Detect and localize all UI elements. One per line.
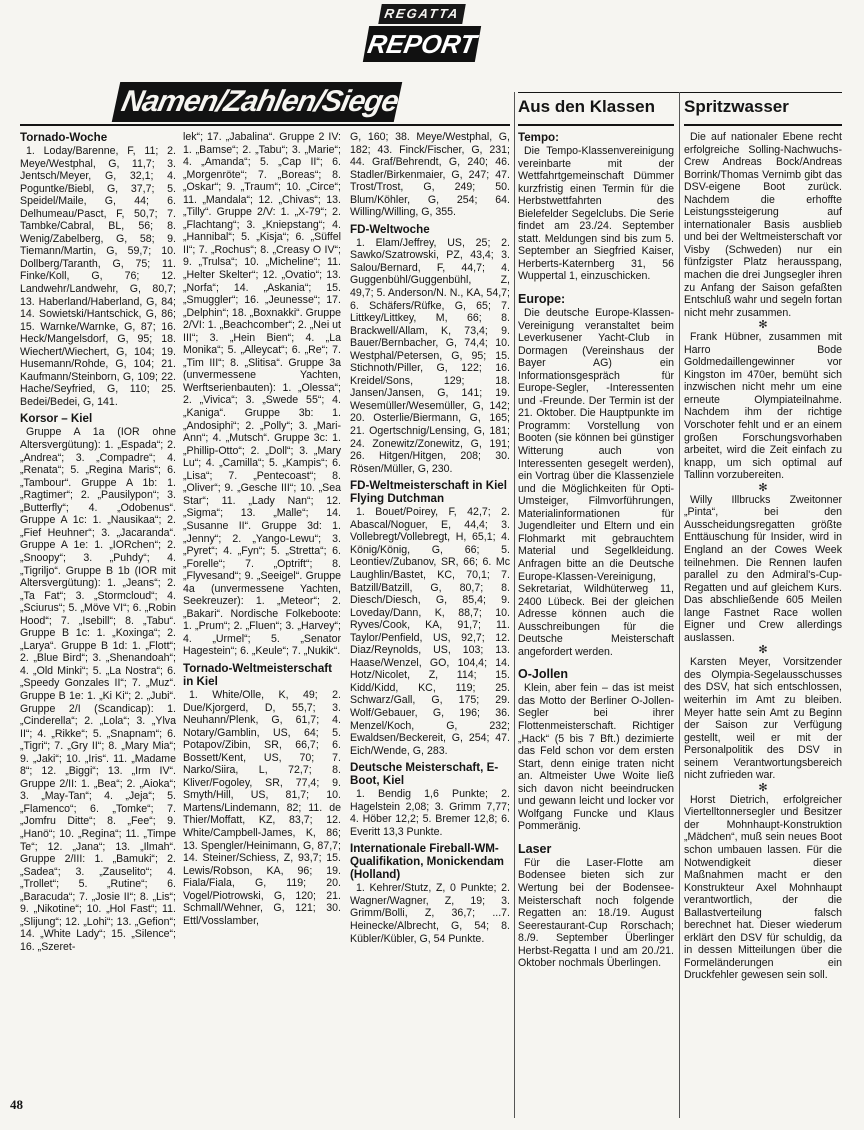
divider-column-3-4	[514, 92, 515, 1118]
heading-dm-eboot: Deutsche Meisterschaft, E-Boot, Kiel	[350, 761, 499, 788]
text-soling-crew: Die auf nationaler Ebene recht erfolgreiche Solling-Nachwuchs-Crew Andreas Bock/Andreas Borrink/Thomas Vernimb gibt das DSV-eigene Boot zurück. Nachdem die erhoffte Leistungssteigerung auf internationaler Basis ausblieb und bei der Weltmeisterschaft vor Visby (Schweden) nur ein fünfzigster Platz herausspang, machen die drei Jungsegler ihren zu Anfang der Saison gefaßten Entschluß wahr und segeln fortan nicht mehr zusammen.	[684, 131, 842, 319]
results-tornado-wm: 1. White/Olle, K, 49; 2. Due/Kjorgerd, D, 55,7; 3. Neuhann/Plenk, G, 61,7; 4. Notary/Gamblin, US, 64; 5. Potapov/Zibin, SR, 66,7; 6. Bossett/Kent, US, 70; 7. Narko/Siira, L, 72,7; 8. Kliver/Fogoley, SR, 77,4; 9. Smyth/Hill, US, 81,7; 10. Martens/Lindemann, 82; 11. de Thier/Moffatt, KZ, 83,7; 12. White/Campbell-James, K, 86; 13. Spengler/Heinimann, G, 87,7; 14. Steiner/Schiess, Z, 93,7; 15. Lewis/Robson, KA, 96; 19. Fiala/Fiala, G, 119; 20. Vogel/Piotrowski, G, 120; 21. Schmall/Wehner, G, 121; 30. Ettl/Vosslamber,	[183, 688, 341, 927]
heading-europe: Europe:	[518, 292, 566, 307]
heading-tempo: Tempo:	[518, 131, 560, 144]
rule-klassen	[518, 124, 674, 126]
text-horst-dietrich: Horst Dietrich, erfolgreicher Viertelltonnersegler und Besitzer der Mohnhaupt-Konstruktion „Mädchen“, muß sein neues Boot schon umbauen lassen. Für die Notwendigkeit dieser Maßnahmen macht er den Konstrukteur Axel Mohnhaupt verantwortlich, der die Ballastverteilung falsch berechnet hat. Dieser wiederum erklärt den DSV für schuldig, da in dessen Mitteilungen über die Formeländerungen ein Druckfehler gewesen sein soll.	[684, 793, 842, 982]
rule-top-right	[518, 92, 842, 93]
results-korsor-kiel: Gruppe A 1a (IOR ohne Altersvergütung): 1. „Espada“; 2. „Andrea“; 3. „Compadre“; 4. „Renata“; 5. „Regina Maris“; 6. „Tambour“. Gruppe A 1b: 1. „Ragtimer“; 2. „Pausilypon“; 3. „Butterfly“; 4. „Odobenus“. Gruppe A 1c: 1. „Nausikaa“; 2. „Fief Heuhner“; 3. „Jacaranda“. Gruppe A 1e: 1. „IORchen“; 2. „Snoopy“; 3. „Puhdy“; 4. „Tigriljo“. Gruppe B 1b (IOR mit Altersvergütung): 1. „Jeans“; 2. „Ta Fat“; 3. „Stormcloud“; 4. „Sciurus“; 5. „Möve VI“; 6. „Robin Hood“; 7. „Isebill“; 8. „Tabu“. Gruppe B 1c: 1. „Koxinga“; 2. „Larya“. Gruppe B 1d: 1. „Flott“; 2. „Blue Bird“; 3. „Shenandoah“; 4. „Old Minki“; 5. „La Nostra“; 6. „Speedy Gonzales II“; 7. „Muz“. Gruppe B 1e: 1. „Ki Ki“; 2. „Jubi“. Gruppe 2/I (Scandicap): 1. „Cinderella“; 2. „Lola“; 3. „Ylva II“; 4. „Rikke“; 5. „Snapnam“; 6. „Tigri“; 7. „Gry II“; 8. „Mary Mia“; 9. „Jaki“; 10. „Iris“. 11. „Madame 8“; 12. „Biggi“; 13. „Irm IV“. Gruppe 2/II: 1. „Bea“; 2. „Aioka“; 3. „May-Tan“; 4. „Jeja“; 5. „Flamenco“; 6. „Tomke“; 7. „Jomfru Ditte“; 8. „Fee“; 9. „Hanö“; 10. „Regina“; 11. „Timpe Te“; 12. „Jana“; 13. „Ilmah“. Gruppe 2/III: 1. „Bamuki“; 2. „Sadea“; 3. „Zauselito“; 4. „Trollet“; 5. „Rutine“; 6. „Baracuda“; 7. „Josie II“; 8. „Lis“; 9. „Nikotine“; 10. „Hol Fast“; 11. „Slijung“; 12. „Lohi“; 13. „Gefion“; 14. „White Lady“; 15. „Silence“; 16. „Szeret-	[20, 426, 176, 953]
separator-star-icon: ✻	[758, 319, 768, 332]
results-korsor-kiel-cont: lek“; 17. „Jabalina“. Gruppe 2 IV: 1. „Bamse“; 2. „Tabu“; 3. „Marie“; 4. „Amanda“; 5. „Cap II“; 6. „Morgenröte“; 7. „Boreas“; 8. „Oskar“; 9. „Traum“; 10. „Circe“; 11. „Mandala“; 12. „Chivas“; 13. „Tilly“. Gruppe 2/V: 1. „X-79“; 2. „Flachtang“; 3. „Kniepstang“; 4. „Hannibal“; 5. „Kisja“; 6. „Süffel II“; 7. „Rochus“; 8. „Creasy O IV“; 9. „Trulsa“; 10. „Micheline“; 11. „Helter Skelter“; 12. „Ovatio“; 13. „Norfa“; 14. „Askania“; 15. „Smuggler“; 16. „Jeunesse“; 17. „Delphin“; 18. „Boxnakki“. Gruppe 2/VI: 1. „Beachcomber“; 2. „Nei ut III“; 3. „Hein Bien“; 4. „La Monika“; 5. „Alleycat“; 6. „Re“; 7. „Tim III“; 8. „Slitisa“. Gruppe 3a (unvermessene Yachten, Werftserienbauten): 1. „Olessa“; 2. „Vivica“; 3. „Swede 55“; 4. „Kaniga“. Gruppe 3b: 1. „Andosiphi“; 2. „Polly“; 3. „Mari-Ann“; 4. „Mutsch“. Gruppe 3c: 1. „Phillip-Otto“; 2. „Doll“; 3. „Mary Lu“; 4. „Camilla“; 5. „Kampis“; 6. „Lisa“; 7. „Pentecoast“; 8. „Oliver“; 9. „Gesche III“; 10. „Sea Star“; 11. „Lady Nan“; 12. „Sigma“; 13. „Malle“; 14. „Susanne II“. Gruppe 3d: 1. „Jenny“; 2. „Yango-Lewu“; 3. „Pyret“; 4. „Fyn“; 5. „Stretta“; 6. „Forelle“; 7. „Optrift“; 8. „Flyvesand“; 9. „Seeigel“. Gruppe 4a (unvermessene Yachten, Seekreuzer): 1. „Meteor“; 2. „Bakari“. Nordische Folkeboote: 1. „Prum“; 2. „Fluen“; 3. „Harvey“; 4. „Urmel“; 5. „Senator Hagestein“; 6. „Keule“; 7. „Nukik“.	[183, 131, 341, 658]
text-europe: Die deutsche Europe-Klassen-Vereinigung veranstaltet beim Leverkusener Yacht-Club in Dormagen (Vereinshaus der Bayer AG) ein Informationsgespräch für Europe-Segler, -Interessenten und -Freunde. Der Termin ist der 21. Oktober. Die Hauptpunkte im Programm: Vorstellung von Booten (sie können bei günstiger Witterung auch von Interessenten gesegelt werden), ein Vortrag über die Klassenziele und die Möglichkeiten für Opti-Umsteiger, Filmvorführungen, Materialinformationen für Jugendleiter und Eltern und ein Flohmarkt mit gebrauchtem Material und Segelkleidung. Anfragen bitte an die Deutsche Europe-Klassen-Vereinigung, Sekretariat, Wildhüterweg 11, 2400 Lübeck. Bei der gleichen Adresse können auch die Ausschreibungen für die Deutsche Meisterschaft angefordert werden.	[518, 307, 674, 658]
text-karsten-meyer: Karsten Meyer, Vorsitzender des Olympia-Segelausschusses des DSV, hat sich entschlossen, weiterhin im Amt zu bleiben. Meyer hatte sein Amt zu Beginn der Saison zur Verfügung gestellt, weil er mit der Personalpolitik des DSV in seinem Verantwortungsbereich nicht zufrieden war.	[684, 656, 842, 782]
separator-star-icon: ✻	[758, 481, 768, 494]
heading-tornado-woche: Tornado-Woche	[20, 131, 108, 144]
column-spritzwasser	[684, 131, 842, 982]
page-number: 48	[10, 1097, 23, 1112]
results-fd-weltwoche: 1. Elam/Jeffrey, US, 25; 2. Sawko/Szatrowski, PZ, 43,4; 3. Salou/Bernard, F, 44,7; 4. Guggenbühl/Guggenbühl, Z, 49,7; 5. Anderson/N. N., KA, 54,7; 6. Schäfers/Rüfke, G, 65; 7. Littkey/Littkey, M, 66; 8. Brackwell/Allam, K, 73,4; 9. Bauer/Bernbacher, G, 74,4; 10. Westphal/Petersen, G, 95; 15. Stichnoth/Piller, G, 122; 16. Kreidel/Sons, 129; 18. Jansen/Jansen, G, 141; 19. Wesemüller/Wesemüller, G, 142; 20. Osterlie/Biermann, G, 165; 21. Ogertschnig/Lensing, G, 181; 24. Zonewitz/Zonewitz, G, 191; 26. Hitgen/Hitgen, 208; 30. Rösen/Müller, G, 230.	[350, 236, 510, 475]
heading-laser: Laser	[518, 841, 552, 856]
text-willy-illbruck: Willy Illbrucks Zweitonner „Pinta“, bei den Ausscheidungsregatten größte Enttäuschung für Insider, wird in England an der Cowes Week teilnehmen. Die Rennen laufen parallel zu den Admiral's-Cup-Regatten und auf gleichem Kurs. Das abschließende 605 Meilen lange Fastnet Race wollen Eigner und Crew allerdings auslassen.	[684, 493, 842, 644]
rule-left	[20, 124, 510, 126]
logo-line-2: REPORT	[363, 26, 481, 62]
text-o-jollen: Klein, aber fein – das ist meist das Motto der Berliner O-Jollen-Segler bei ihrer Flottenmeisterschaft. Richtiger „Hack“ (5 bis 7 Bft.) dezimierte das Feld schon vor dem ersten Start, denn einige traten nicht an. Altmeister Uwe Woite ließ sich davon nicht beeindrucken und gewann leicht und locker vor Wolfgang Funcke und Klaus Pommeränig.	[518, 682, 674, 833]
header-spritzwasser: Spritzwasser	[684, 97, 789, 116]
column-3	[350, 131, 510, 945]
rule-spritz	[684, 124, 842, 126]
results-fd-wm: 1. Bouet/Poirey, F, 42,7; 2. Abascal/Noguer, E, 44,4; 3. Vollebregt/Vollebregt, H, 65,1; 4. König/König, G, 66; 5. Leontiev/Zubanov, SR, 66; 6. Mc Laughlin/Bastet, KC, 70,1; 7. Batzill/Batzill, G, 80,7; 8. Diesch/Diesch, G, 85,4; 9. Loveday/Dann, K, 88,7; 10. Ryves/Cook, KA, 91,7; 11. Taylor/Penfield, US, 92,7; 12. Diaz/Reynolds, US, 103; 13. Haase/Wenzel, GO, 104,4; 14. Hotz/Nicolet, Z, 114; 15. Kidd/Kidd, KC, 119; 25. Schwarz/Gall, G, 175; 29. Wolf/Gebauer, G, 196; 36. Menzel/Koch, G, 232; Ewaldsen/Beckereit, G, 254; 47. Eich/Wende, G, 283.	[350, 506, 510, 757]
heading-korsor-kiel: Korsor – Kiel	[20, 412, 93, 426]
text-frank-huebner: Frank Hübner, zusammen mit Harro Bode Goldmedaillengewinner vor Kingston im 470er, bemüht sich inzwischen nicht mehr um eine erneute Olympiateilnahme. Nachdem ihm der richtige Vorschoter fehlt und er an einem großen Forschungsvorhaben arbeitet, wird die Zeit einfach zu knapp, um sich optimal auf Tallinn vorzubereiten.	[684, 331, 842, 482]
section-banner: Namen/Zahlen/Siege	[112, 82, 403, 122]
heading-fireball: Internationale Fireball-WM-Qualifikation, Monickendam (Holland)	[350, 842, 504, 882]
column-2	[183, 131, 341, 927]
logo-line-1: REGATTA	[378, 4, 466, 24]
regatta-report-logo	[366, 4, 478, 64]
column-1	[20, 131, 176, 953]
separator-star-icon: ✻	[758, 781, 768, 794]
header-aus-den-klassen: Aus den Klassen	[518, 97, 655, 116]
results-dm-eboot: 1. Bendig 1,6 Punkte; 2. Hagelstein 2,08; 3. Grimm 7,77; 4. Höber 12,2; 5. Bremer 12,8; 6. Everitt 13,3 Punkte.	[350, 788, 510, 838]
heading-o-jollen: O-Jollen	[518, 667, 569, 682]
divider-column-4-5	[679, 92, 680, 1118]
separator-star-icon: ✻	[758, 644, 768, 657]
text-tempo: Die Tempo-Klassenvereinigung vereinbarte mit der Wettfahrtgemeinschaft Dümmer kurzfristig einen Termin für die Herbstwettfahrten des Bielefelder Segelclubs. Die Serie findet am 23./24. September statt. Meldungen sind bis zum 5. September an Siegfried Kaiser, Herberts-Katernberg 31, 56 Wuppertal 1, einzuschicken.	[518, 145, 674, 283]
column-aus-den-klassen	[518, 131, 674, 970]
heading-tornado-wm: Tornado-Weltmeisterschaft in Kiel	[183, 661, 333, 688]
heading-fd-weltwoche: FD-Weltwoche	[350, 222, 430, 236]
heading-fd-wm: FD-Weltmeisterschaft in Kiel Flying Dutchman	[350, 479, 507, 506]
results-tornado-woche: 1. Loday/Barenne, F, 11; 2. Meye/Westphal, G, 11,7; 3. Jentsch/Meyer, G, 32,1; 4. Poguntke/Biebl, G, 37,7; 5. Speidel/Maile, G, 44; 6. Delhumeau/Pasct, F, 50,7; 7. Tambke/Cabral, BL, 56; 8. Wenig/Zabelberg, G, 58; 9. Tiemann/Martin, G, 59,7; 10. Dollberg/Taranth, G, 75; 11. Finke/Koll, G, 76; 12. Landwehr/Landwehr, G, 80,7; 13. Haberland/Haberland, G, 84; 14. Sowietski/Hantschick, G, 86; 15. Warnke/Warnke, G, 87; 16. Heck/Mangelsdorf, G, 95; 18. Wiechert/Wiechert, G, 104; 19. Husemann/Rohde, G, 104; 21. Kaufmann/Steinborn, G, 109; 22. Hache/Seyfried, G, 110; 25. Bedei/Bedei, G, 141.	[20, 145, 176, 408]
results-tornado-wm-cont: G, 160; 38. Meye/Westphal, G, 182; 43. Finck/Fischer, G, 231; 44. Graf/Behrendt, G, 240; 46. Stadler/Birkenmaier, G, 247; 47. Trost/Trost, G, 249; 50. Blum/Köhler, G, 254; 64. Willing/Willing, G, 355.	[350, 131, 510, 219]
text-laser: Für die Laser-Flotte am Bodensee bieten sich zur Wertung bei der Bodensee-Meisterschaft noch folgende Regatten an: 18./19. August Seerestaurant-Cup Rorschach; 8./9. September Überlinger Herbst-Regatta I und am 20./21. Oktober nochmals Überlingen.	[518, 856, 674, 970]
results-fireball: 1. Kehrer/Stutz, Z, 0 Punkte; 2. Wagner/Wagner, Z, 19; 3. Grimm/Bolli, Z, 36,7; ...7. Heinecke/Albrecht, G, 54; 8. Kübler/Kübler, G, 54 Punkte.	[350, 882, 510, 945]
